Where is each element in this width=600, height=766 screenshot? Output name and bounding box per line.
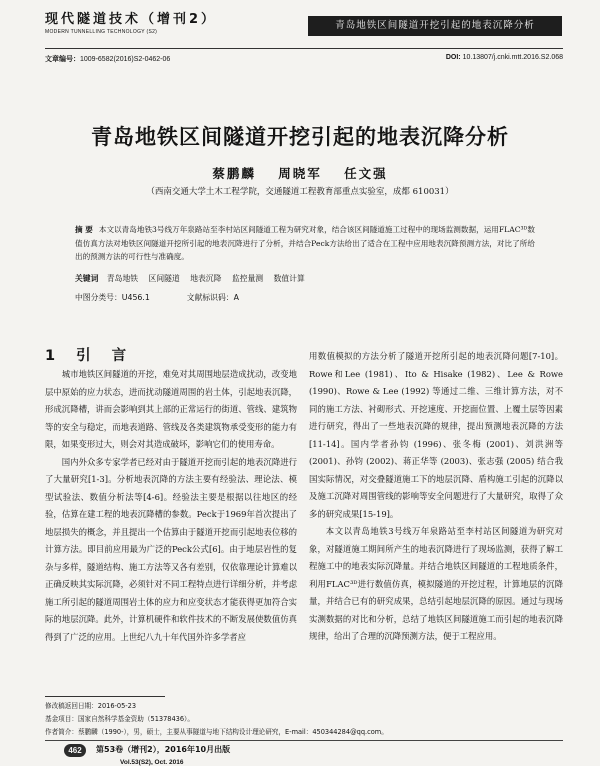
paragraph: 国内外众多专家学者已经对由于隧道开挖而引起的地表沉降进行了大量研究[1-3]。分析地表沉降的方法主要有经验法、理论法、模型试验法、数值分析法等[4-6]。经验法主要是根据以往地区的经验，估算在建工程的地表沉降槽的参数。Peck于1969年首次提出了地层损失的概念，并且提出一个估算由于隧道开挖而引起地表位移的计算方法。即目前应用最为广泛的Peck公式[6]。由于地层岩性的复杂与多样，隧道结构、施工方法等又各有差别，仅依靠理论计算难以正确反映其实际沉降，必须针对不同工程特点进行详细分析，并考虑施工所引起的隧道周围岩土体的应力和应变状态才能获得更加符合实际的地层沉降。此外，计算机硬件和软件技术的不断发展使数值仿真得到了广泛的应用。上世纪八九十年代国外许多学者应 [45, 456, 297, 642]
paragraph: 本文以青岛地铁3号线万年泉路站至李村站区间隧道为研究对象，对隧道施工期间所产生的地表沉降进行了现场监测，获得了解工程施工中的地表实际沉降量。并结合地铁区间隧道的工程地质条件，利用FLAC³ᴰ进行数值仿真，模拟隧道的开挖过程，计算地层的沉降量，并结合已有的研究成果，总结引起地层沉降的原因。通过与现场实测数据的对比和分析，总结了地铁区间隧道施工而引起的地表沉降规律，给出了合理的沉降预测方法，便于工程应用。 [309, 526, 563, 641]
keyword: 青岛地铁 [106, 274, 139, 283]
author: 周晓军 [278, 166, 322, 181]
article-number: 文章编号：1009-6582(2016)S2-0462-06 [45, 56, 171, 63]
journal-name-en: MODERN TUNNELLING TECHNOLOGY (S2) [45, 29, 158, 35]
keyword: 区间隧道 [148, 274, 180, 283]
issue-info-en: Vol.53(S2), Oct. 2016 [120, 759, 184, 766]
keywords [75, 273, 535, 284]
doi: DOI: 10.13807/j.cnki.mtt.2016.S2.068 [445, 54, 563, 61]
keyword: 地表沉降 [190, 274, 222, 283]
section-heading: 1 引 言 [45, 348, 135, 364]
paragraph: 用数值模拟的方法分析了隧道开挖所引起的地表沉降问题[7-10]。Rowe和Lee (1981)、Ito & Hisake (1982)、Lee & Rowe (1990)、Rowe & Lee (1992) 等通过二维、三维计算方法，对不同的施工方法、衬砌形式、开挖速度、开挖面位置、上覆土层等因素进行研究，得出了一些地表沉降的规律，提出预测地表沉降的方法[11-14]。国内学者孙钧 (1996)、张冬梅 (2001)、刘洪洲等 (2001)、孙钧 (2002)、蒋正华等 (2003)、张志强 (2005) 结合我国实际情况，对交叠隧道施工下的地层沉降、盾构施工引起的沉降以及施工沉降对周围管线的影响等安全问题进行了大量研究，取得了众多的研究成果[15-19]。 [309, 351, 563, 519]
paragraph: 城市地铁区间隧道的开挖，难免对其周围地层造成扰动，改变地层中原始的应力状态，进而扰动隧道周围的岩土体，引起地表沉降，形成沉降槽，讲而会影响到其上部的正常运行的街道、管线、建筑物等的安全与稳定，而地表道路、管线及各类建筑物承受变形的能力有限，如果变形过大，则会对其造成破坏，影响它们的使用寿命。 [45, 369, 297, 449]
abstract-text: 本文以青岛地铁3号线万年泉路站至李村站区间隧道工程为研究对象，结合该区间隧道施工过程中的现场监测数据，运用FLAC³ᴰ数值仿真方法对地铁区间隧道开挖所引起的地表沉降进行了分析，并结合Peck方法给出了适合在工程中应用地表沉降预测方法，对比了所给出的预测方法的可行性与准确度。 [75, 225, 535, 261]
paper-title: 青岛地铁区间隧道开挖引起的地表沉降分析 [91, 125, 509, 149]
body-column-left [45, 366, 297, 646]
clc-code: U456.1 [121, 293, 150, 302]
keyword: 数值计算 [273, 274, 305, 283]
journal-name-cn: 现代隧道技术（增刊2） [45, 12, 218, 27]
affiliation: （西南交通大学土木工程学院，交通隧道工程教育部重点实验室，成都 610031） [146, 187, 454, 197]
author: 蔡鹏麟 [212, 166, 256, 181]
abstract [75, 223, 535, 264]
footnote-fund: 基金项目：国家自然科学基金资助（51378436）。 [45, 715, 194, 723]
running-title: 青岛地铁区间隧道开挖引起的地表沉降分析 [308, 16, 562, 36]
abstract-label: 摘 要 [75, 225, 93, 234]
issue-info: 第53卷（增刊2），2016年10月出版 [96, 745, 231, 754]
author-list [40, 164, 560, 182]
classification [75, 292, 535, 303]
keyword: 监控量测 [231, 274, 264, 283]
footnote-author: 作者简介：蔡鹏麟（1990-），男，硕士，主要从事隧道与地下结构设计理论研究，E-mail：450344284@qq.com。 [45, 728, 388, 736]
doc-code: A [233, 293, 239, 302]
footnote-received: 修改稿返回日期：2016-05-23 [45, 702, 137, 710]
footnote-rule [45, 696, 165, 697]
page-number: 462 [64, 744, 86, 757]
clc-label: 中图分类号： [75, 293, 122, 302]
journal-masthead [45, 8, 218, 35]
body-column-right [309, 348, 563, 646]
footer-rule [45, 740, 563, 741]
author: 任文强 [344, 166, 388, 181]
keywords-label: 关键词 [75, 274, 99, 283]
doc-code-label: 文献标识码： [186, 293, 234, 302]
header-rule [45, 48, 563, 49]
